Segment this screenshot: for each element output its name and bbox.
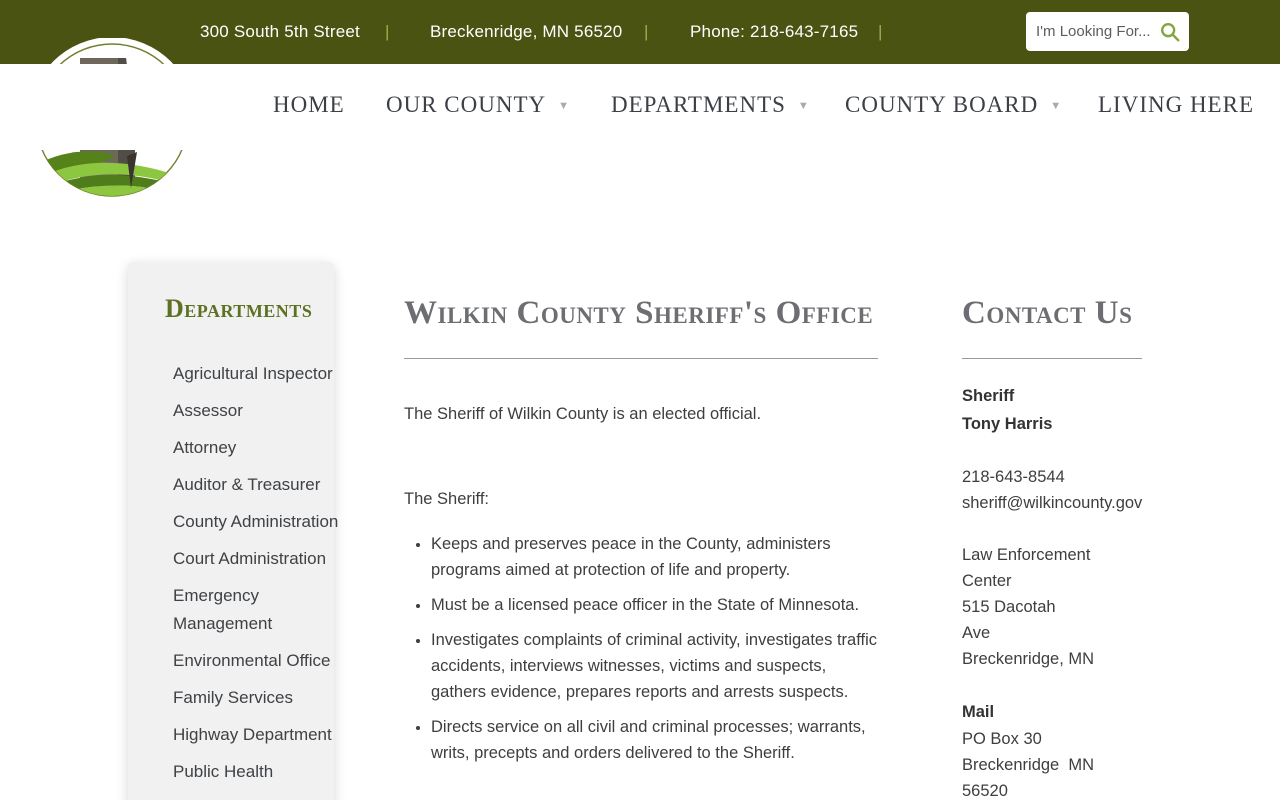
sidebar-item-court-administration[interactable]: Court Administration — [173, 549, 327, 568]
contact-location-block — [962, 542, 1142, 672]
sidebar-item-attorney[interactable]: Attorney — [173, 438, 237, 457]
separator: | — [385, 22, 390, 41]
chevron-down-icon: ▼ — [797, 100, 810, 112]
departments-list — [173, 360, 339, 786]
mail-line: Breckenridge MN 56520 — [962, 756, 1099, 800]
contact-person-name: Tony Harris — [962, 415, 1053, 433]
contact-role: Sheriff — [962, 387, 1015, 405]
main-content — [404, 262, 878, 775]
contact-title: Contact Us — [962, 295, 1133, 331]
phone-text: Phone: 218-643-7165 — [690, 22, 859, 41]
sheriff-duties-list — [404, 531, 878, 766]
duty-item: • Must be a licensed peace officer in the State of Minnesota. — [431, 592, 878, 618]
nav-county-board-label: COUNTY BOARD — [845, 92, 1039, 117]
sidebar-item-emergency-management[interactable]: Emergency Management — [173, 586, 273, 633]
contact-location-line: Breckenridge, MN — [962, 650, 1095, 668]
search-icon[interactable] — [1159, 21, 1181, 43]
contact-divider — [962, 358, 1142, 359]
list-intro: The Sheriff: — [404, 490, 489, 508]
page-title: Wilkin County Sheriff's Office — [404, 295, 874, 331]
duty-item: • Keeps and preserves peace in the County, administers programs aimed at protection of life and property. — [431, 531, 878, 583]
main-nav — [0, 64, 1280, 150]
contact-location-line: Ave — [962, 624, 991, 642]
nav-departments-label: DEPARTMENTS — [611, 92, 786, 117]
contact-email-link[interactable]: sheriff@wilkincounty.gov — [962, 494, 1143, 512]
separator: | — [644, 22, 649, 41]
nav-home[interactable] — [273, 92, 345, 118]
mail-label: Mail — [962, 703, 995, 721]
nav-living-here-label: LIVING HERE — [1098, 92, 1254, 117]
contact-mail-block — [962, 698, 1142, 800]
contact-panel — [962, 262, 1142, 800]
sidebar-title: Departments — [165, 294, 313, 323]
sidebar-item-environmental-office[interactable]: Environmental Office — [173, 651, 331, 670]
nav-our-county[interactable] — [386, 92, 570, 118]
city-text: Breckenridge, MN 56520 — [430, 22, 623, 41]
nav-our-county-label: OUR COUNTY — [386, 92, 547, 117]
nav-county-board[interactable] — [845, 92, 1062, 118]
sidebar-item-county-administration[interactable]: County Administration — [173, 512, 339, 531]
contact-phone-block — [962, 464, 1142, 516]
sidebar-item-public-health[interactable]: Public Health — [173, 762, 274, 781]
intro-paragraph: The Sheriff of Wilkin County is an elected official. — [404, 405, 762, 423]
address-text: 300 South 5th Street — [200, 22, 360, 41]
separator: | — [878, 22, 883, 41]
search-box[interactable] — [1026, 12, 1189, 51]
duty-item: • Directs service on all civil and criminal processes; warrants, writs, precepts and orders delivered to the Sheriff. — [431, 714, 878, 766]
nav-home-label: HOME — [273, 92, 345, 117]
nav-living-here[interactable] — [1098, 92, 1254, 118]
sidebar-item-auditor-treasurer[interactable]: Auditor & Treasurer — [173, 475, 321, 494]
contact-name-block — [962, 382, 1142, 438]
title-divider — [404, 358, 878, 359]
chevron-down-icon: ▼ — [558, 100, 571, 112]
mail-line: PO Box 30 — [962, 730, 1042, 748]
contact-location-line: Law Enforcement Center — [962, 546, 1095, 590]
sidebar-item-family-services[interactable]: Family Services — [173, 688, 293, 707]
sidebar-item-agricultural-inspector[interactable]: Agricultural Inspector — [173, 364, 333, 383]
sidebar-item-highway-department[interactable]: Highway Department — [173, 725, 332, 744]
sidebar-item-assessor[interactable]: Assessor — [173, 401, 243, 420]
search-input[interactable] — [1036, 23, 1159, 40]
chevron-down-icon: ▼ — [1050, 100, 1063, 112]
contact-phone: 218-643-8544 — [962, 468, 1065, 486]
duty-item: • Investigates complaints of criminal activity, investigates traffic accidents, interviews witnesses, victims and suspects, gathers evidence, prepares reports and arrests suspects. — [431, 627, 878, 705]
departments-sidebar — [128, 262, 339, 800]
nav-departments[interactable] — [611, 92, 810, 118]
contact-location-line: 515 Dacotah — [962, 598, 1056, 616]
